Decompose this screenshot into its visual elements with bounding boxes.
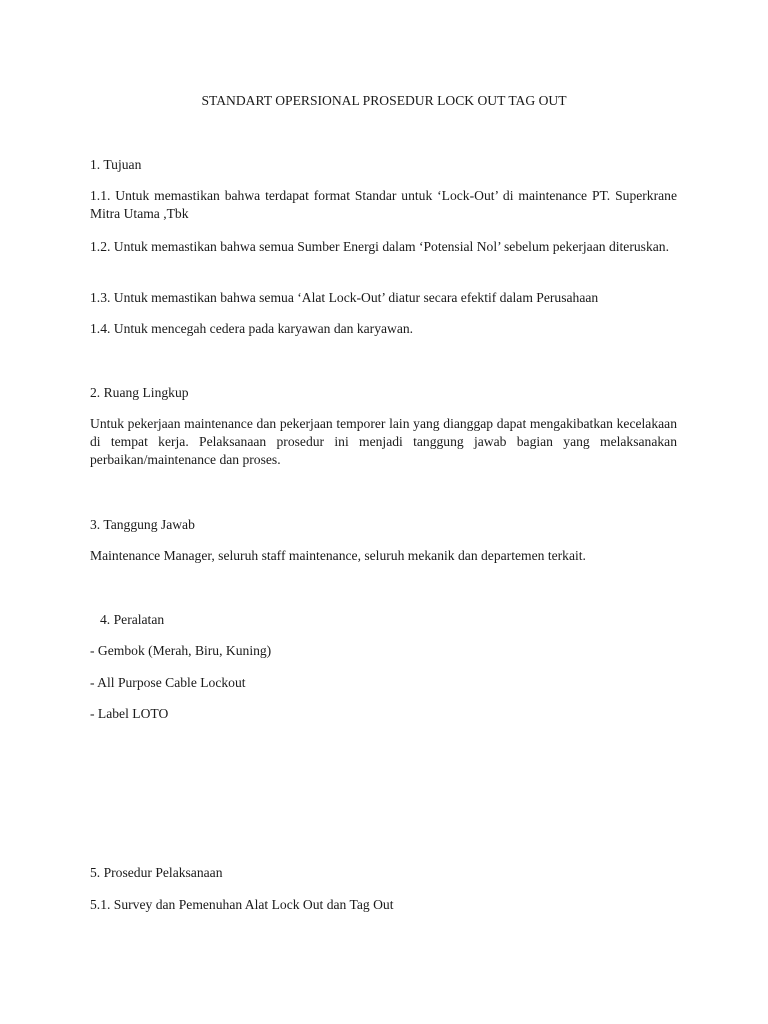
prosedur-item-5-1: 5.1. Survey dan Pemenuhan Alat Lock Out dan Tag Out xyxy=(90,897,394,912)
ruang-lingkup-body: Untuk pekerjaan maintenance dan pekerjaan temporer lain yang dianggap dapat mengakibatkan kecelakaan di tempat kerja. Pelaksanaan prosedur ini menjadi tanggung jawab bagian yang melaksanakan perbaikan/maintenance dan proses. xyxy=(90,416,677,467)
peralatan-item-label-loto: - Label LOTO xyxy=(90,706,169,721)
document-title: STANDART OPERSIONAL PROSEDUR LOCK OUT TAG OUT xyxy=(201,93,567,108)
tujuan-item-1-4: 1.4. Untuk mencegah cedera pada karyawan dan karyawan. xyxy=(90,321,414,336)
peralatan-item-gembok: - Gembok (Merah, Biru, Kuning) xyxy=(90,643,272,658)
peralatan-item-cable-lockout: - All Purpose Cable Lockout xyxy=(90,675,246,690)
tujuan-item-1-1: 1.1. Untuk memastikan bahwa terdapat format Standar untuk ‘Lock-Out’ di maintenance PT. Superkrane Mitra Utama ,Tbk xyxy=(90,188,677,221)
section-heading-tujuan: 1. Tujuan xyxy=(90,157,142,172)
section-heading-ruang-lingkup: 2. Ruang Lingkup xyxy=(90,385,189,400)
tujuan-item-1-3: 1.3. Untuk memastikan bahwa semua ‘Alat Lock-Out’ diatur secara efektif dalam Perusahaan xyxy=(90,290,599,305)
section-heading-peralatan: 4. Peralatan xyxy=(100,612,165,627)
tanggung-jawab-body: Maintenance Manager, seluruh staff maintenance, seluruh mekanik dan departemen terkait. xyxy=(90,548,586,563)
section-heading-tanggung-jawab: 3. Tanggung Jawab xyxy=(90,517,195,532)
section-heading-prosedur: 5. Prosedur Pelaksanaan xyxy=(90,865,223,880)
tujuan-item-1-2: 1.2. Untuk memastikan bahwa semua Sumber Energi dalam ‘Potensial Nol’ sebelum pekerjaan diteruskan. xyxy=(90,239,669,254)
